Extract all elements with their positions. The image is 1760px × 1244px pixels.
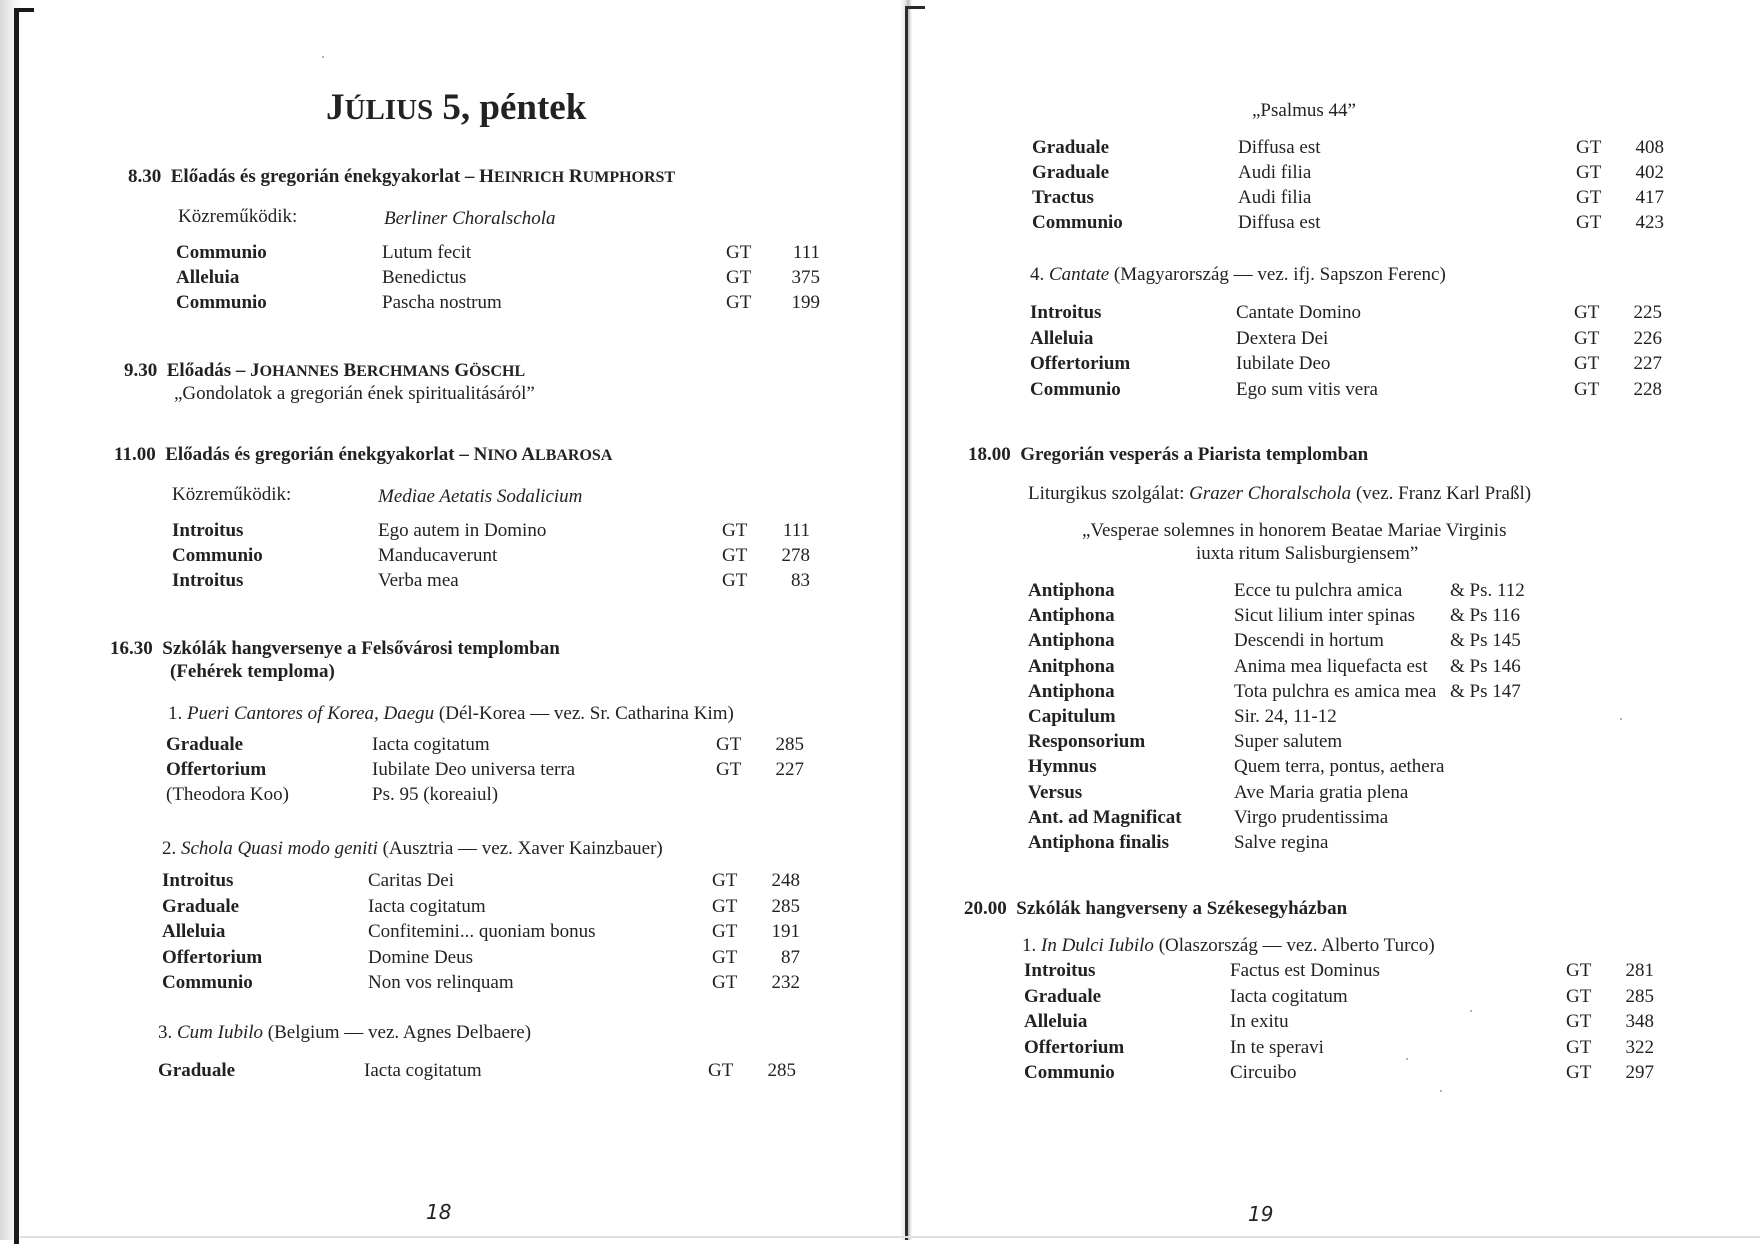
- item-genre: Hymnus: [1028, 756, 1097, 778]
- item-genre: Communio: [1024, 1062, 1115, 1083]
- choir-heading: [162, 838, 663, 860]
- right-page: [912, 0, 1760, 1240]
- item-piece: Sicut lilium inter spinas: [1234, 605, 1416, 627]
- item-source: GT: [716, 759, 742, 780]
- item-piece: Iacta cogitatum: [364, 1060, 482, 1081]
- item-piece: Manducaverunt: [378, 545, 498, 566]
- item-genre: Antiphona finalis: [1028, 832, 1169, 853]
- item-source: GT: [1574, 327, 1600, 349]
- session-heading: [110, 638, 560, 660]
- item-genre: Introitus: [1024, 960, 1096, 981]
- speaker-smallcaps: INO: [487, 447, 518, 464]
- session-heading-line2: (Fehérek temploma): [170, 661, 335, 682]
- item-source: GT: [712, 972, 738, 993]
- liturgy-name: Grazer Choralschola: [1189, 483, 1352, 504]
- list-item: [166, 759, 816, 784]
- item-genre: Antiphona: [1028, 580, 1115, 601]
- contrib-value: [378, 486, 582, 508]
- item-piece: Super salutem: [1234, 731, 1343, 753]
- item-piece: Ego autem in Domino: [378, 520, 547, 541]
- choir-number: 1.: [1022, 935, 1041, 956]
- liturgy-line: [1028, 483, 1531, 505]
- list-item: [1030, 302, 1730, 327]
- choir-heading: [168, 703, 734, 725]
- session-time: 11.00: [114, 444, 156, 465]
- title-cap: J: [326, 87, 345, 128]
- item-source: GT: [722, 545, 748, 566]
- item-piece: Iubilate Deo universa terra: [372, 759, 576, 780]
- item-genre: Introitus: [172, 520, 244, 541]
- item-source: GT: [1566, 1011, 1592, 1032]
- item-genre: Ant. ad Magnificat: [1028, 806, 1182, 828]
- item-page-number: 297: [1625, 1062, 1654, 1083]
- item-source: GT: [712, 870, 738, 891]
- list-item: [1028, 630, 1728, 655]
- item-page-number: 417: [1635, 187, 1664, 208]
- speaker-initial: B: [338, 360, 357, 381]
- item-genre: Graduale: [158, 1060, 236, 1081]
- item-genre: Communio: [162, 972, 253, 993]
- choir-name: Cantate: [1049, 264, 1110, 285]
- list-item: [1030, 353, 1730, 378]
- item-piece: Sir. 24, 11-12: [1234, 706, 1337, 727]
- session-title: Előadás –: [166, 360, 251, 381]
- item-source: GT: [1566, 1062, 1592, 1083]
- list-item: [1028, 681, 1728, 706]
- item-genre: Communio: [1030, 378, 1121, 400]
- item-piece: Verba mea: [378, 570, 459, 591]
- speaker-initial: H: [479, 166, 494, 187]
- list-item: [1030, 328, 1730, 353]
- item-genre: Anitphona: [1028, 655, 1115, 677]
- item-page-number: 226: [1633, 327, 1662, 349]
- psalm-title: „Psalmus 44”: [1252, 100, 1356, 121]
- list-item: [1028, 756, 1728, 781]
- list-item: [176, 267, 826, 292]
- list-item: [172, 520, 822, 545]
- choir-heading: [1022, 935, 1435, 957]
- scan-speck: [1470, 1010, 1472, 1012]
- item-genre: Graduale: [1024, 985, 1102, 1007]
- list-item: [1028, 807, 1728, 832]
- item-genre: Offertorium: [162, 946, 263, 968]
- session-time: 20.00: [964, 898, 1007, 919]
- item-page-number: 227: [775, 759, 804, 780]
- item-source: GT: [1576, 187, 1602, 208]
- item-page-number: 278: [781, 545, 810, 566]
- item-psalm: & Ps 116: [1450, 605, 1521, 627]
- list-item: [172, 570, 822, 595]
- item-piece: Audi filia: [1238, 187, 1312, 208]
- session-heading: [968, 444, 1368, 466]
- session-time: 16.30: [110, 638, 153, 659]
- item-genre: Graduale: [1032, 137, 1110, 158]
- list-item: [1024, 1062, 1724, 1087]
- list-item: [1032, 187, 1732, 212]
- item-genre: Tractus: [1032, 187, 1094, 208]
- title-rest: 5, péntek: [433, 87, 587, 128]
- list-item: [176, 292, 826, 317]
- item-page-number: 228: [1633, 378, 1662, 400]
- item-page-number: 281: [1625, 960, 1654, 981]
- list-item: [1028, 580, 1728, 605]
- item-page-number: 285: [771, 895, 800, 917]
- item-piece: Tota pulchra es amica mea: [1234, 680, 1437, 702]
- session-subtitle: „Gondolatok a gregorián ének spiritualitásáról”: [174, 383, 535, 404]
- choir-detail: (Belgium — vez. Agnes Delbaere): [263, 1022, 532, 1043]
- list-item: [158, 1060, 808, 1085]
- item-page-number: 111: [792, 242, 820, 263]
- item-genre: Communio: [172, 545, 263, 566]
- speaker-smallcaps: EINRICH: [493, 169, 565, 186]
- item-piece: Quem terra, pontus, aethera: [1234, 756, 1445, 778]
- item-genre: Introitus: [172, 570, 244, 591]
- choir-heading: [158, 1022, 531, 1044]
- item-piece: Diffusa est: [1238, 137, 1321, 158]
- list-item: [1024, 1037, 1724, 1062]
- item-psalm: & Ps 145: [1450, 630, 1521, 652]
- item-piece: In te speravi: [1230, 1036, 1324, 1058]
- item-source: GT: [1566, 985, 1592, 1007]
- liturgy-detail: (vez. Franz Karl Praßl): [1351, 483, 1532, 504]
- session-title: Előadás és gregorián énekgyakorlat –: [165, 444, 474, 465]
- item-psalm: & Ps 146: [1450, 655, 1521, 677]
- session-time: 9.30: [124, 360, 158, 381]
- item-genre: Responsorium: [1028, 731, 1146, 753]
- item-source: GT: [1574, 378, 1600, 400]
- item-source: GT: [712, 895, 738, 917]
- item-genre: Versus: [1028, 781, 1083, 803]
- item-source: GT: [726, 267, 752, 288]
- item-genre: Graduale: [162, 895, 240, 917]
- speaker-smallcaps: UMPHORST: [582, 169, 676, 186]
- item-piece: Descendi in hortum: [1234, 630, 1384, 652]
- item-page-number: 322: [1625, 1036, 1654, 1058]
- item-piece: Circuibo: [1230, 1062, 1297, 1083]
- item-page-number: 191: [771, 921, 800, 942]
- item-piece: Confitemini... quoniam bonus: [368, 921, 596, 942]
- item-genre: Graduale: [1032, 162, 1110, 183]
- item-piece: Iacta cogitatum: [372, 734, 490, 755]
- item-piece: Ps. 95 (koreaiul): [372, 784, 499, 805]
- list-item: [176, 242, 826, 267]
- scan-speck: [1406, 1058, 1408, 1060]
- list-item: [162, 972, 812, 997]
- item-piece: Salve regina: [1234, 832, 1329, 853]
- item-source: GT: [722, 570, 748, 591]
- session-time: 8.30: [128, 166, 162, 187]
- item-page-number: 111: [782, 520, 810, 541]
- item-piece: Anima mea liquefacta est: [1234, 655, 1428, 677]
- item-source: GT: [1576, 162, 1602, 183]
- choir-name: Cum Iubilo: [177, 1022, 264, 1043]
- item-source: GT: [1576, 212, 1602, 233]
- item-genre: Offertorium: [1024, 1036, 1125, 1058]
- item-genre: Capitulum: [1028, 706, 1116, 727]
- list-item: [1028, 605, 1728, 630]
- item-page-number: 408: [1635, 137, 1664, 158]
- item-source: GT: [1574, 353, 1600, 374]
- list-item: [162, 947, 812, 972]
- session-time: 18.00: [968, 444, 1011, 465]
- item-page-number: 402: [1635, 162, 1664, 183]
- item-piece: Cantate Domino: [1236, 302, 1362, 323]
- page-number: 18: [426, 1200, 452, 1224]
- item-piece: Ego sum vitis vera: [1236, 378, 1378, 400]
- item-piece: Lutum fecit: [382, 242, 472, 263]
- list-item: [166, 784, 816, 809]
- item-piece: Diffusa est: [1238, 212, 1321, 233]
- choir-name: In Dulci Iubilo: [1041, 935, 1154, 956]
- title-smallcaps: ÚLIUS: [344, 94, 434, 126]
- item-source: GT: [712, 921, 738, 942]
- item-piece: Audi filia: [1238, 162, 1312, 183]
- list-item: [1028, 782, 1728, 807]
- item-genre: Antiphona: [1028, 605, 1115, 627]
- item-page-number: 232: [771, 972, 800, 993]
- list-item: [1028, 832, 1728, 857]
- item-page-number: 375: [791, 267, 820, 288]
- list-item: [1024, 960, 1724, 985]
- session-title: Gregorián vesperás a Piarista templomban: [1020, 444, 1369, 465]
- item-source: GT: [716, 734, 742, 755]
- item-page-number: 248: [771, 870, 800, 891]
- item-source: GT: [722, 520, 748, 541]
- choir-name: Schola Quasi modo geniti: [181, 838, 378, 859]
- choir-detail: (Ausztria — vez. Xaver Kainzbauer): [377, 838, 663, 859]
- item-piece: In exitu: [1230, 1011, 1289, 1032]
- choir-name: Pueri Cantores of Korea, Daegu: [187, 703, 435, 724]
- item-genre: Alleluia: [162, 921, 226, 942]
- contrib-value-text: Berliner Choralschola: [384, 208, 556, 229]
- item-page-number: 87: [781, 946, 800, 968]
- item-source: GT: [712, 946, 738, 968]
- choir-number: 3.: [158, 1022, 177, 1043]
- speaker-smallcaps: OHANNES: [259, 363, 339, 380]
- vespers-quote-line2: iuxta ritum Salisburgiensem”: [1196, 543, 1419, 564]
- item-source: GT: [1576, 137, 1602, 158]
- item-piece: Factus est Dominus: [1230, 960, 1380, 981]
- item-page-number: 285: [767, 1060, 796, 1081]
- liturgy-label: Liturgikus szolgálat:: [1028, 483, 1190, 504]
- item-piece: Iubilate Deo: [1236, 353, 1331, 374]
- scan-speck: [1440, 1090, 1442, 1092]
- item-source: GT: [726, 292, 752, 313]
- item-page-number: 83: [791, 570, 810, 591]
- session-title: Előadás és gregorián énekgyakorlat –: [170, 166, 480, 187]
- item-genre: Introitus: [162, 870, 234, 891]
- choir-detail: (Olaszország — vez. Alberto Turco): [1153, 935, 1435, 956]
- speaker-initial: R: [564, 166, 583, 187]
- list-item: [1028, 731, 1728, 756]
- item-piece: Ave Maria gratia plena: [1234, 781, 1409, 803]
- choir-number: 2.: [162, 838, 181, 859]
- item-genre: Alleluia: [176, 267, 240, 288]
- contrib-label: Közreműködik:: [178, 206, 298, 227]
- item-source: GT: [708, 1060, 734, 1081]
- item-piece: Benedictus: [382, 267, 467, 288]
- list-item: [1028, 656, 1728, 681]
- session-title: Szkólák hangverseny a Székesegyházban: [1016, 898, 1348, 919]
- session-title: Szkólák hangversenye a Felsővárosi templomban: [162, 638, 560, 659]
- gutter-bar: [905, 6, 908, 1240]
- item-source: GT: [1566, 1036, 1592, 1058]
- choir-detail: (Magyarország — vez. ifj. Sapszon Ferenc): [1109, 264, 1446, 285]
- item-source: GT: [1566, 960, 1592, 981]
- item-piece: Pascha nostrum: [382, 292, 502, 313]
- choir-detail: (Dél-Korea — vez. Sr. Catharina Kim): [434, 703, 734, 724]
- list-item: [172, 545, 822, 570]
- item-piece: Dextera Dei: [1236, 327, 1329, 349]
- session-heading: [964, 898, 1347, 920]
- speaker-smallcaps: ÖSCHL: [469, 363, 526, 380]
- item-genre: Offertorium: [1030, 353, 1131, 374]
- item-genre: Communio: [1032, 212, 1123, 233]
- item-piece: Iacta cogitatum: [1230, 985, 1348, 1007]
- list-item: [162, 896, 812, 921]
- session-heading: [124, 360, 525, 382]
- item-piece: Virgo prudentissima: [1234, 806, 1389, 828]
- page-number: 19: [1248, 1202, 1274, 1226]
- item-genre: Antiphona: [1028, 630, 1115, 652]
- choir-number: 4.: [1030, 264, 1049, 285]
- item-genre: Introitus: [1030, 302, 1102, 323]
- item-psalm: & Ps. 112: [1450, 580, 1525, 601]
- speaker-smallcaps: LBAROSA: [535, 447, 613, 464]
- list-item: [1024, 986, 1724, 1011]
- vespers-quote-line1: „Vesperae solemnes in honorem Beatae Mariae Virginis: [1082, 520, 1507, 541]
- item-piece: Non vos relinquam: [368, 972, 514, 993]
- item-piece: Domine Deus: [368, 946, 474, 968]
- session-heading: [128, 166, 675, 188]
- list-item: [1032, 212, 1732, 237]
- list-item: [162, 870, 812, 895]
- contrib-label: Közreműködik:: [172, 484, 292, 505]
- item-genre: Communio: [176, 242, 267, 263]
- contrib-value: [384, 208, 556, 230]
- list-item: [1028, 706, 1728, 731]
- contrib-value-text: Mediae Aetatis Sodalicium: [378, 486, 583, 507]
- list-item: [1032, 162, 1732, 187]
- session-heading: [114, 444, 612, 466]
- item-piece: Iacta cogitatum: [368, 895, 486, 917]
- list-item: [1030, 379, 1730, 404]
- scan-speck: [322, 56, 324, 58]
- item-page-number: 348: [1625, 1011, 1654, 1032]
- scan-speck: [1620, 718, 1622, 720]
- speaker-smallcaps: ERCHMANS: [356, 363, 450, 380]
- list-item: [166, 734, 816, 759]
- item-genre: Graduale: [166, 734, 244, 755]
- item-page-number: 225: [1633, 302, 1662, 323]
- item-genre: Communio: [176, 292, 267, 313]
- item-psalm: & Ps 147: [1450, 680, 1521, 702]
- item-page-number: 199: [791, 292, 820, 313]
- speaker-initial: N: [473, 444, 488, 465]
- list-item: [1024, 1011, 1724, 1036]
- item-genre: Alleluia: [1024, 1011, 1088, 1032]
- item-genre: Antiphona: [1028, 680, 1115, 702]
- page-title: [326, 86, 586, 129]
- list-item: [1032, 137, 1732, 162]
- item-piece: Caritas Dei: [368, 870, 455, 891]
- choir-heading: [1030, 264, 1446, 286]
- item-source: GT: [726, 242, 752, 263]
- speaker-initial: G: [449, 360, 470, 381]
- choir-number: 1.: [168, 703, 187, 724]
- item-source: GT: [1574, 302, 1600, 323]
- list-item: [162, 921, 812, 946]
- item-page-number: 227: [1633, 353, 1662, 374]
- item-piece: Ecce tu pulchra amica: [1234, 580, 1403, 601]
- item-page-number: 285: [1625, 985, 1654, 1007]
- item-genre: (Theodora Koo): [166, 784, 289, 805]
- speaker-initial: J: [250, 360, 260, 381]
- item-genre: Offertorium: [166, 759, 267, 780]
- item-genre: Alleluia: [1030, 327, 1094, 349]
- item-page-number: 423: [1635, 212, 1664, 233]
- item-page-number: 285: [775, 734, 804, 755]
- speaker-initial: A: [517, 444, 536, 465]
